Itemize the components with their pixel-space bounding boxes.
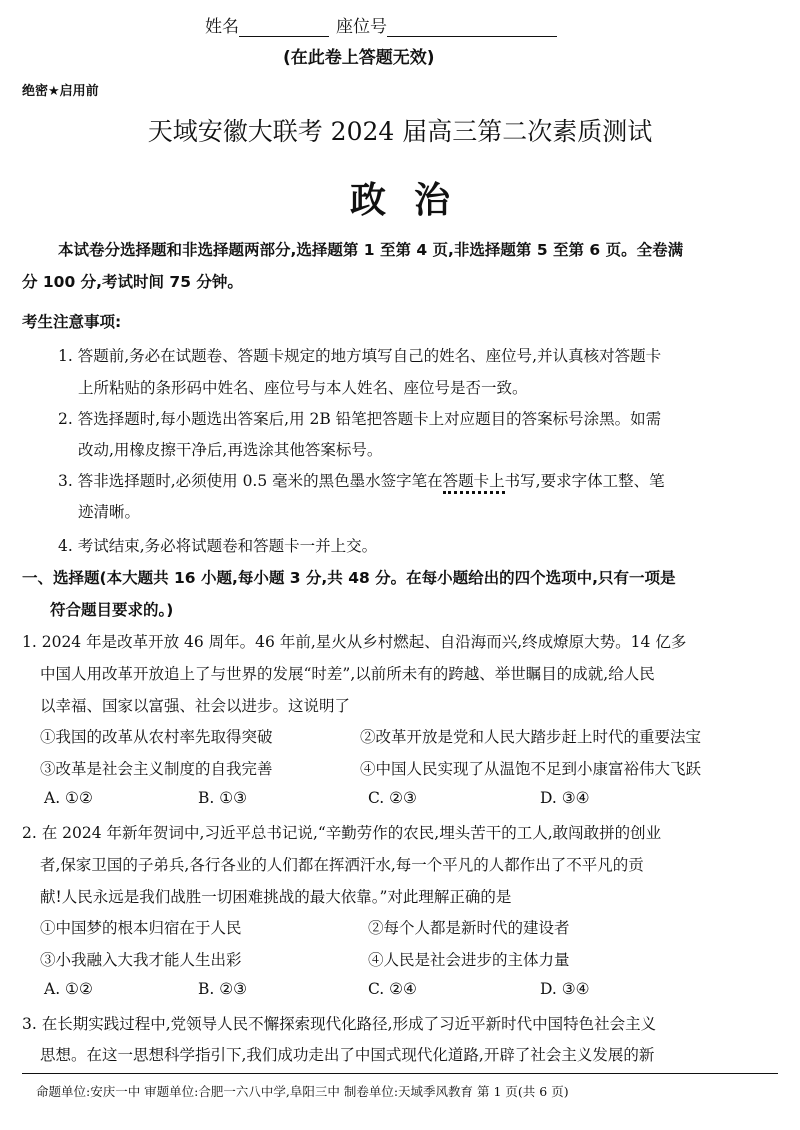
seat-field[interactable] <box>336 12 557 37</box>
q1-statement-2: ②改革开放是党和人民大踏步赶上时代的重要法宝 <box>360 728 702 746</box>
q1-option-b[interactable]: B. ①③ <box>198 789 248 807</box>
footer-info: 命题单位:安庆一中 审题单位:合肥一六八中学,阜阳三中 制卷单位:天域季风教育 第 1 页(共 6 页) <box>36 1084 569 1099</box>
q3-line-2: 思想。在这一思想科学指引下,我们成功走出了中国式现代化道路,开辟了社会主义发展的新 <box>40 1046 655 1064</box>
notes-title: 考生注意事项: <box>22 313 122 331</box>
q1-option-c[interactable]: C. ②③ <box>368 789 417 807</box>
note-1-line-2: 上所粘贴的条形码中姓名、座位号与本人姓名、座位号是否一致。 <box>78 379 528 397</box>
q3-line-1: 3. 在长期实践过程中,党领导人民不懈探索现代化路径,形成了习近平新时代中国特色社会主义 <box>22 1015 657 1033</box>
q2-statement-2: ②每个人都是新时代的建设者 <box>368 919 570 937</box>
secret-mark: 绝密★启用前 <box>22 84 99 99</box>
note-1-line-1: 1. 答题前,务必在试题卷、答题卡规定的地方填写自己的姓名、座位号,并认真核对答题卡 <box>58 347 662 365</box>
q2-option-d[interactable]: D. ③④ <box>540 980 590 998</box>
exam-title: 天域安徽大联考 2024 届高三第二次素质测试 <box>147 117 653 146</box>
note-3-emphasis: 答题卡上 <box>443 472 505 494</box>
q2-statement-1: ①中国梦的根本归宿在于人民 <box>40 919 242 937</box>
q2-statement-3: ③小我融入大我才能人生出彩 <box>40 951 242 969</box>
section-1-heading: 一、选择题(本大题共 16 小题,每小题 3 分,共 48 分。在每小题给出的四个选项中,只有一项是 <box>22 569 676 587</box>
intro-line-1: 本试卷分选择题和非选择题两部分,选择题第 1 至第 4 页,非选择题第 5 至第 6 页。全卷满 <box>58 241 684 259</box>
seat-blank[interactable] <box>387 18 557 37</box>
footer-rule <box>22 1073 778 1074</box>
q1-option-a[interactable]: A. ①② <box>44 789 93 807</box>
q2-line-1: 2. 在 2024 年新年贺词中,习近平总书记说,“辛勤劳作的农民,埋头苦干的工人,敢闯敢拼的创业 <box>22 824 662 842</box>
q2-option-b[interactable]: B. ②③ <box>198 980 248 998</box>
q2-option-a[interactable]: A. ①② <box>44 980 93 998</box>
q1-statement-4: ④中国人民实现了从温饱不足到小康富裕伟大飞跃 <box>360 760 702 778</box>
q1-line-1: 1. 2024 年是改革开放 46 周年。46 年前,星火从乡村燃起、自沿海而兴,终成燎原大势。14 亿多 <box>22 633 687 651</box>
q1-line-2: 中国人用改革开放追上了与世界的发展“时差”,以前所未有的跨越、举世瞩目的成就,给人民 <box>40 665 655 683</box>
q2-line-3: 献!人民永远是我们战胜一切困难挑战的最大依靠。”对此理解正确的是 <box>40 888 512 906</box>
answer-invalid-notice: (在此卷上答题无效) <box>283 48 435 68</box>
q2-statement-4: ④人民是社会进步的主体力量 <box>368 951 570 969</box>
note-3-line-1 <box>58 469 665 491</box>
q1-statement-3: ③改革是社会主义制度的自我完善 <box>40 760 273 778</box>
q1-option-d[interactable]: D. ③④ <box>540 789 590 807</box>
seat-label: 座位号 <box>336 17 387 37</box>
name-label: 姓名 <box>205 17 239 37</box>
note-2-line-1: 2. 答选择题时,每小题选出答案后,用 2B 铅笔把答题卡上对应题目的答案标号涂黑。如需 <box>58 410 662 428</box>
name-field[interactable] <box>205 12 329 37</box>
q2-line-2: 者,保家卫国的子弟兵,各行各业的人们都在挥洒汗水,每一个平凡的人都作出了不平凡的贡 <box>40 856 644 874</box>
subject-title: 政治 <box>349 180 478 221</box>
name-blank[interactable] <box>239 18 329 37</box>
note-3-pre: 3. 答非选择题时,必须使用 0.5 毫米的黑色墨水签字笔在 <box>58 472 443 490</box>
section-1-heading-2: 符合题目要求的。) <box>50 601 174 619</box>
q1-statement-1: ①我国的改革从农村率先取得突破 <box>40 728 273 746</box>
q1-line-3: 以幸福、国家以富强、社会以进步。这说明了 <box>40 697 351 715</box>
note-2-line-2: 改动,用橡皮擦干净后,再选涂其他答案标号。 <box>78 441 383 459</box>
note-3-line-2: 迹清晰。 <box>78 503 141 521</box>
q2-option-c[interactable]: C. ②④ <box>368 980 417 998</box>
note-3-post: 书写,要求字体工整、笔 <box>504 472 665 490</box>
intro-line-2: 分 100 分,考试时间 75 分钟。 <box>22 273 243 291</box>
note-4: 4. 考试结束,务必将试题卷和答题卡一并上交。 <box>58 537 378 555</box>
